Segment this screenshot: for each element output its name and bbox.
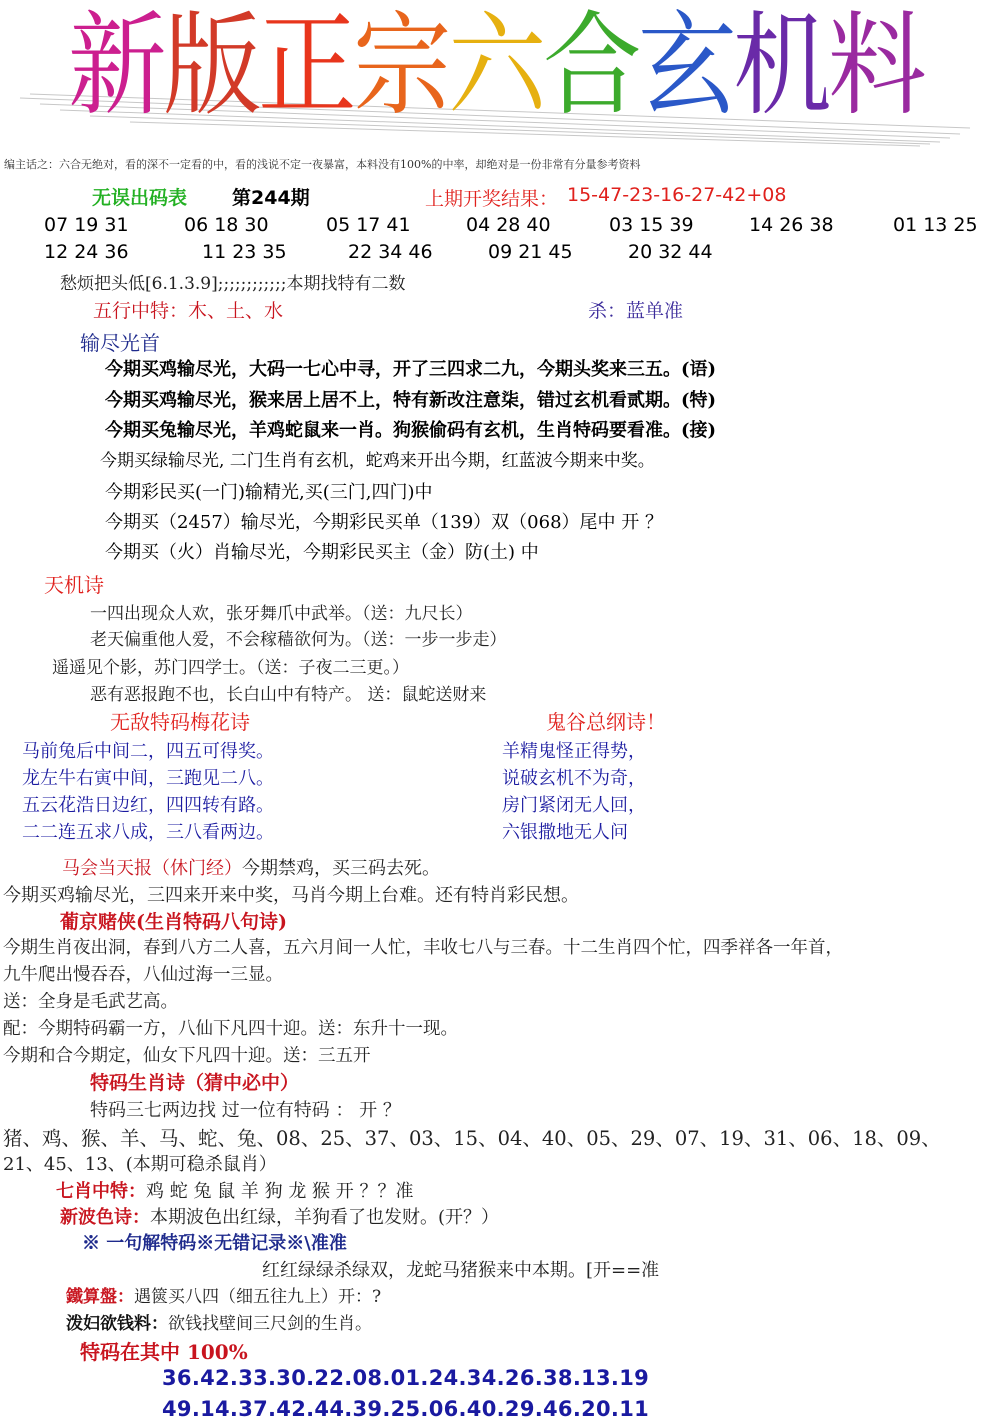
meihua-line: 龙左牛右寅中间，三跑见二八。: [22, 768, 274, 789]
tiesuanpan-line: [66, 1282, 381, 1307]
pofu-value: 欲钱找壁间三尺剑的生肖。: [168, 1314, 372, 1334]
pujing-title: 葡京赌侠(生肖特码八句诗): [60, 911, 287, 933]
number-group: 11 23 35: [202, 241, 287, 263]
shujin-line: 今期彩民买(一门)输精光,买(三门,四门)中: [105, 482, 433, 503]
shujin-line: 今期买鸡输尽光，猴来居上居不上，特有新改注意柒，错过玄机看贰期。(特): [105, 390, 717, 411]
xinbo-line: [60, 1203, 499, 1229]
mahui-title: 马会当天报（休门经）: [62, 858, 242, 879]
tianji-line: 恶有恶报跑不也，长白山中有特产。 送：鼠蛇送财来: [90, 685, 487, 705]
pujing-line: 九牛爬出慢吞吞，八仙过海一三显。: [3, 965, 283, 985]
table-title: 无误出码表: [92, 187, 188, 209]
shujin-line: 今期买鸡输尽光，大码一七心中寻，开了三四求二九，今期头奖来三五。(语): [105, 359, 717, 380]
xinbo-label: 新波色诗：: [60, 1207, 150, 1228]
number-group: 05 17 41: [326, 214, 411, 236]
meihua-line: 五云花浩日边红，四四转有路。: [22, 795, 274, 816]
tianji-title: 天机诗: [44, 573, 104, 597]
shengxiao-title: 特码生肖诗（猜中必中）: [90, 1072, 300, 1094]
mahui-tail: 今期禁鸡，买三码去死。: [242, 858, 440, 879]
guigu-line: 六银撒地无人问: [502, 822, 628, 843]
qixiao-line: [56, 1177, 414, 1203]
tianji-line: 老天偏重他人爱，不会稼穑欲何为。（送：一步一步走）: [90, 630, 507, 650]
final-title: 特码在其中 100%: [80, 1340, 248, 1364]
yiju-line: 红红绿绿杀绿双，龙蛇马猪猴来中本期。[开==准: [262, 1260, 660, 1281]
number-group: 09 21 45: [488, 241, 573, 263]
tiesuanpan-value: 遇篋买八四（细五往九上）开：?: [134, 1287, 382, 1307]
last-result-value: 15-47-23-16-27-42+08: [567, 184, 787, 206]
final-numbers-row-2: 49.14.37.42.44.39.25.06.40.29.46.20.11: [162, 1397, 650, 1421]
yiju-title: ※ 一句解特码※无错记录※\准准: [82, 1233, 347, 1254]
number-group: 12 24 36: [44, 241, 129, 263]
last-result-label: 上期开奖结果：: [425, 188, 559, 210]
pofu-label: 泼妇欲钱料：: [66, 1314, 168, 1334]
mahui-line2: 今期买鸡输尽光，三四来开来中奖，马肖今期上台难。还有特肖彩民想。: [3, 885, 579, 906]
guigu-title: 鬼谷总纲诗！: [546, 710, 666, 734]
tianji-line: 遥遥见个影，苏门四学士。（送：子夜二三更。）: [52, 658, 409, 678]
shujin-line: 今期买（2457）输尽光，今期彩民买单（139）双（068）尾中 开 ？: [105, 512, 663, 533]
banner-char-9: 料: [828, 1, 927, 131]
final-numbers-row-1: 36.42.33.30.22.08.01.24.34.26.38.13.19: [162, 1366, 650, 1390]
editor-note: 编主话之：六合无绝对，看的深不一定看的中，看的浅说不定一夜暴富，本料没有100%的中率，却绝对是一份非常有分量参考资料: [4, 158, 641, 171]
banner-char-2: 版: [163, 1, 262, 131]
wuxing-label: 五行中特：木、土、水: [93, 300, 284, 322]
guigu-line: 房门紧闭无人回，: [502, 795, 646, 816]
guigu-line: 羊精鬼怪正得势，: [502, 741, 646, 762]
shujin-line: 今期买兔输尽光，羊鸡蛇鼠来一肖。狗猴偷码有玄机，生肖特码要看准。(接): [105, 420, 717, 441]
number-group: 03 15 39: [609, 214, 694, 236]
head-line: 愁烦把头低[6.1.3.9];;;;;;;;;;;;本期找特有二数: [60, 274, 406, 294]
period-number: 第244期: [232, 187, 310, 209]
banner-char-5: 六: [448, 1, 547, 131]
banner: [0, 0, 987, 150]
guigu-line: 说破玄机不为奇，: [502, 768, 646, 789]
shengxiao-line2: 猪、鸡、猴、羊、马、蛇、兔、08、25、37、03、15、04、40、05、29、07、19、31、06、18、09、: [3, 1127, 941, 1150]
number-group: 01 13 25: [893, 214, 978, 236]
shujin-line: 今期买绿输尽光, 二门生肖有玄机，蛇鸡来开出今期，红蓝波今期来中奖。: [100, 451, 655, 471]
shujin-title: 输尽光首: [80, 331, 160, 355]
shengxiao-line3: 21、45、13、(本期可稳杀鼠肖）: [3, 1154, 277, 1175]
pujing-line: 送：全身是毛武艺高。: [3, 992, 178, 1012]
kill-note: 杀：蓝单准: [588, 300, 684, 322]
pujing-line: 配：今期特码霸一方，八仙下凡四十迎。送：东升十一现。: [3, 1019, 458, 1039]
number-group: 22 34 46: [348, 241, 433, 263]
number-group: 20 32 44: [628, 241, 713, 263]
shujin-line: 今期买（火）肖输尽光，今期彩民买主（金）防(土) 中: [105, 542, 539, 563]
banner-char-8: 机: [733, 1, 832, 131]
meihua-title: 无敌特码梅花诗: [110, 710, 250, 734]
banner-char-7: 玄: [638, 1, 737, 131]
banner-char-6: 合: [543, 1, 642, 131]
number-group: 07 19 31: [44, 214, 129, 236]
number-group: 14 26 38: [749, 214, 834, 236]
pujing-line: 今期和合今期定，仙女下凡四十迎。送：三五开: [3, 1046, 371, 1066]
tiesuanpan-label: 鐵算盤：: [66, 1287, 134, 1307]
qixiao-value: 鸡 蛇 兔 鼠 羊 狗 龙 猴 开 ？？准: [146, 1181, 414, 1202]
number-group: 06 18 30: [184, 214, 269, 236]
xinbo-value: 本期波色出红绿，羊狗看了也发财。(开？）: [150, 1207, 500, 1228]
pofu-line: [66, 1309, 372, 1334]
banner-char-3: 正: [258, 1, 357, 131]
tianji-line: 一四出现众人欢，张牙舞爪中武举。（送：九尺长）: [90, 604, 473, 624]
pujing-line: 今期生肖夜出洞，春到八方二人喜，五六月间一人忙，丰收七八与三春。十二生肖四个忙，四季祥各一年首，: [3, 938, 843, 958]
meihua-line: 二二连五求八成，三八看两边。: [22, 822, 274, 843]
meihua-line: 马前兔后中间二，四五可得奖。: [22, 741, 274, 762]
qixiao-label: 七肖中特：: [56, 1181, 146, 1202]
banner-char-4: 宗: [353, 1, 452, 131]
number-group: 04 28 40: [466, 214, 551, 236]
shengxiao-line1: 特码三七两边找 过一位有特码 ： 开 ？: [90, 1100, 401, 1121]
banner-char-1: 新: [68, 1, 167, 131]
mahui-line: [62, 854, 440, 880]
